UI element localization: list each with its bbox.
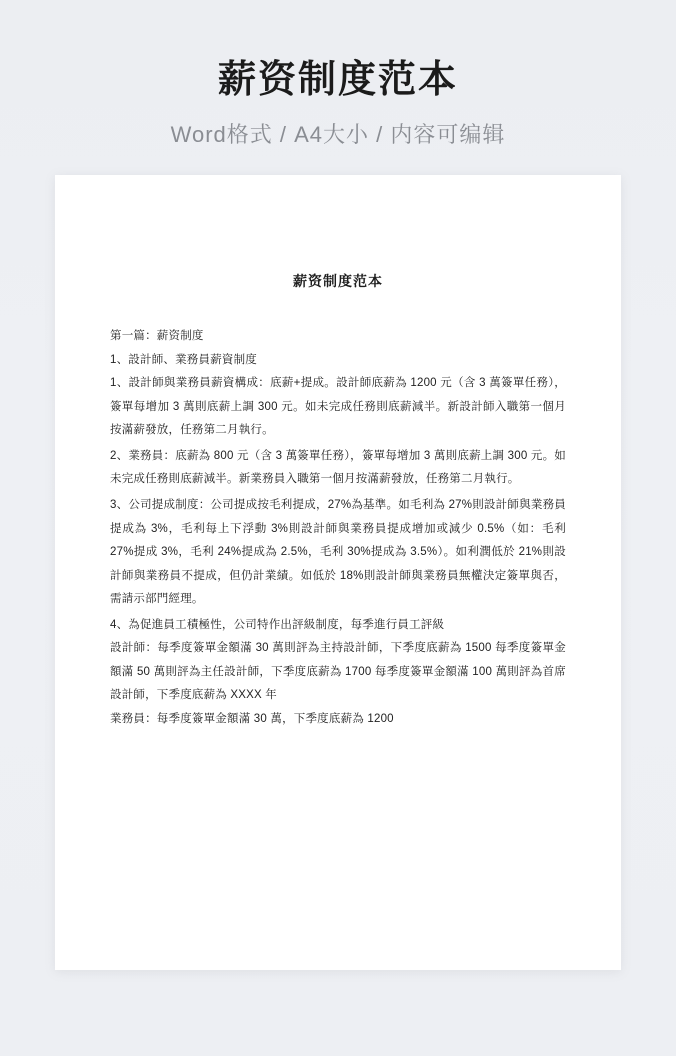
document-paragraph: 3、公司提成制度：公司提成按毛利提成，27%為基準。如毛利為 27%則設計師與業務員提成為 3%，毛利每上下浮動 3%則設計師與業務員提成增加或減少 0.5%（如：毛利 27%提成 3%，毛利 24%提成為 2.5%，毛利 30%提成為 3.5%）。如利潤低於 21%則設計師與業務員不提成，但仍計業績。如低於 18%則設計師與業務員無權決定簽單與否，需請示部門經理。 <box>110 498 566 606</box>
document-body <box>110 325 566 732</box>
page-subtitle: Word格式 / A4大小 / 内容可编辑 <box>170 121 506 147</box>
promo-header <box>0 0 676 149</box>
document-paragraph: 1、設計師、業務員薪資制度 <box>110 353 257 366</box>
document-paragraph: 1、設計師與業務員薪資構成：底薪+提成。設計師底薪為 1200 元（含 3 萬簽單任務），簽單每增加 3 萬則底薪上調 300 元。如未完成任務則底薪減半。新設計師入職第一個月按滿薪發放，任務第二月執行。 <box>110 377 566 437</box>
document-title: 薪资制度范本 <box>293 273 383 289</box>
document-paragraph: 設計師：每季度簽單金額滿 30 萬則評為主持設計師，下季度底薪為 1500 每季度簽單金額滿 50 萬則評為主任設計師，下季度底薪為 1700 每季度簽單金額滿 100 萬則評為首席設計師，下季度底薪為 XXXX 年 <box>110 642 566 702</box>
document-paragraph: 第一篇：薪资制度 <box>110 330 204 342</box>
document-paragraph: 2、業務員：底薪為 800 元（含 3 萬簽單任務），簽單每增加 3 萬則底薪上調 300 元。如未完成任務則底薪減半。新業務員入職第一個月按滿薪發放，任務第二月執行。 <box>110 449 566 486</box>
document-paragraph: 4、為促進員工積極性，公司特作出評級制度，每季進行員工評級 <box>110 618 445 631</box>
page-title: 薪资制度范本 <box>217 59 458 101</box>
document-preview-sheet <box>55 175 621 970</box>
document-paragraph: 業務員：每季度簽單金額滿 30 萬，下季度底薪為 1200 <box>110 713 394 725</box>
